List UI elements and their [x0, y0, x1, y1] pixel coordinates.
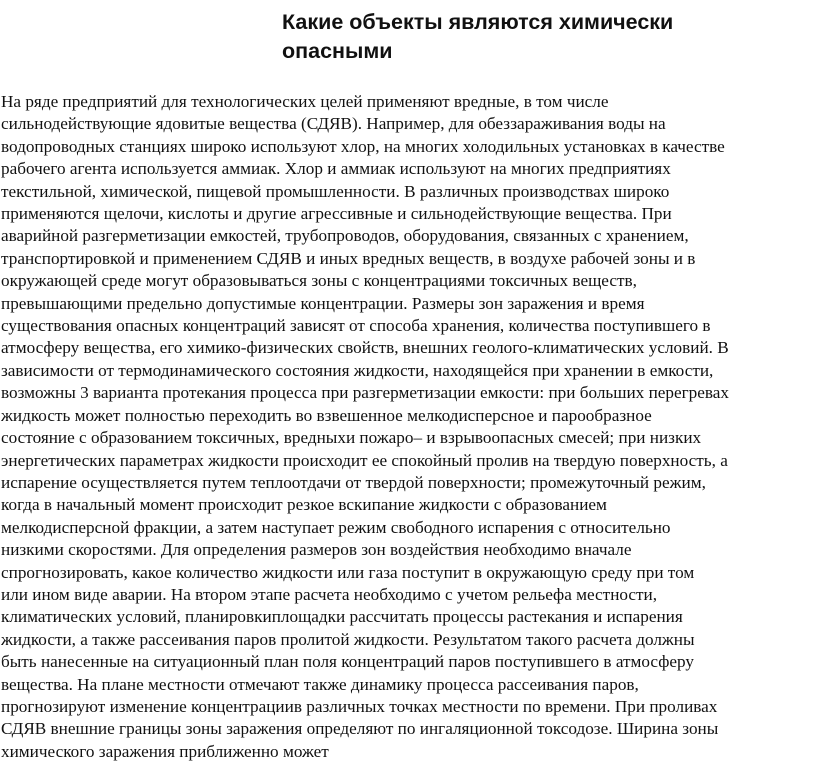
text-line: На ряде предприятий для технологических целей применяют вредные, в том числе [1, 92, 609, 111]
text-line: когда в начальный момент происходит резкое вскипание жидкости с образованием [1, 495, 607, 515]
text-line: состояние с образованием токсичных, вредныхи пожаро– и взрывоопасных смесей; при низких [1, 428, 702, 448]
text-line: окружающей среде могут образовываться зоны с концентрациями токсичных веществ, [1, 271, 637, 291]
text-line: превышающими предельно допустимые концентрации. Размеры зон заражения и время [1, 293, 645, 313]
text-line: низкими скоростями. Для определения размеров зон воздействия необходимо вначале [1, 540, 632, 560]
text-line: прогнозируют изменение концентрациив различных точках местности по времени. При проливах [1, 696, 718, 716]
text-line: вещества. На плане местности отмечают также динамику процесса рассеивания паров, [1, 674, 639, 694]
text-line: СДЯВ внешние границы зоны заражения определяют по ингаляционной токсодозе. Ширина зоны [1, 719, 719, 739]
text-line: существования опасных концентраций зависят от способа хранения, количества поступившего в [1, 316, 711, 336]
text-line: спрогнозировать, какое количество жидкости или газа поступит в окружающую среду при том [1, 562, 695, 582]
text-line: применяются щелочи, кислоты и другие агрессивные и сильнодействующие вещества. При [1, 204, 672, 224]
page-title [282, 8, 782, 66]
text-line: атмосферу вещества, его химико-физических свойств, внешних геолого-климатических условий. В [1, 338, 729, 358]
text-line: жидкости, а также рассеивания паров пролитой жидкости. Результатом такого расчета должны [1, 629, 695, 649]
text-line: водопроводных станциях широко используют хлор, на многих холодильных установках в качестве [1, 136, 725, 156]
text-line: зависимости от термодинамического состояния жидкости, находящейся при хранении в емкости, [1, 360, 714, 380]
text-line: энергетических параметрах жидкости происходит ее спокойный пролив на твердую поверхность, а [1, 450, 728, 470]
body-paragraph [1, 91, 816, 763]
title-line-1: Какие объекты являются химически [282, 10, 674, 34]
text-line: испарение осуществляется путем теплоотдачи от твердой поверхности; промежуточный режим, [1, 472, 706, 492]
text-line: жидкость может полностью переходить во взвешенное мелкодисперсное и парообразное [1, 405, 652, 425]
text-line: рабочего агента используется аммиак. Хлор и аммиак используют на многих предприятиях [1, 159, 671, 179]
text-line: мелкодисперсной фракции, а затем наступает режим свободного испарения с относительно [1, 517, 671, 537]
text-line: возможны 3 варианта протекания процесса при разгерметизации емкости: при больших перегревах [1, 383, 730, 403]
text-line: или ином виде аварии. На втором этапе расчета необходимо с учетом рельефа местности, [1, 584, 658, 604]
text-line: транспортировкой и применением СДЯВ и иных вредных веществ, в воздухе рабочей зоны и в [1, 248, 696, 268]
title-line-2: опасными [282, 39, 393, 63]
text-line: быть нанесенные на ситуационный план поля концентраций паров поступившего в атмосферу [1, 652, 694, 672]
text-line: аварийной разгерметизации емкостей, трубопроводов, оборудования, связанных с хранением, [1, 226, 689, 246]
text-line: текстильной, химической, пищевой промышленности. В различных производствах широко [1, 181, 670, 201]
text-line: химического заражения приближенно может [1, 741, 329, 761]
text-line: сильнодействующие ядовитые вещества (СДЯВ). Например, для обеззараживания воды на [1, 114, 666, 134]
text-line: климатических условий, планировкиплощадки рассчитать процессы растекания и испарения [1, 607, 683, 627]
